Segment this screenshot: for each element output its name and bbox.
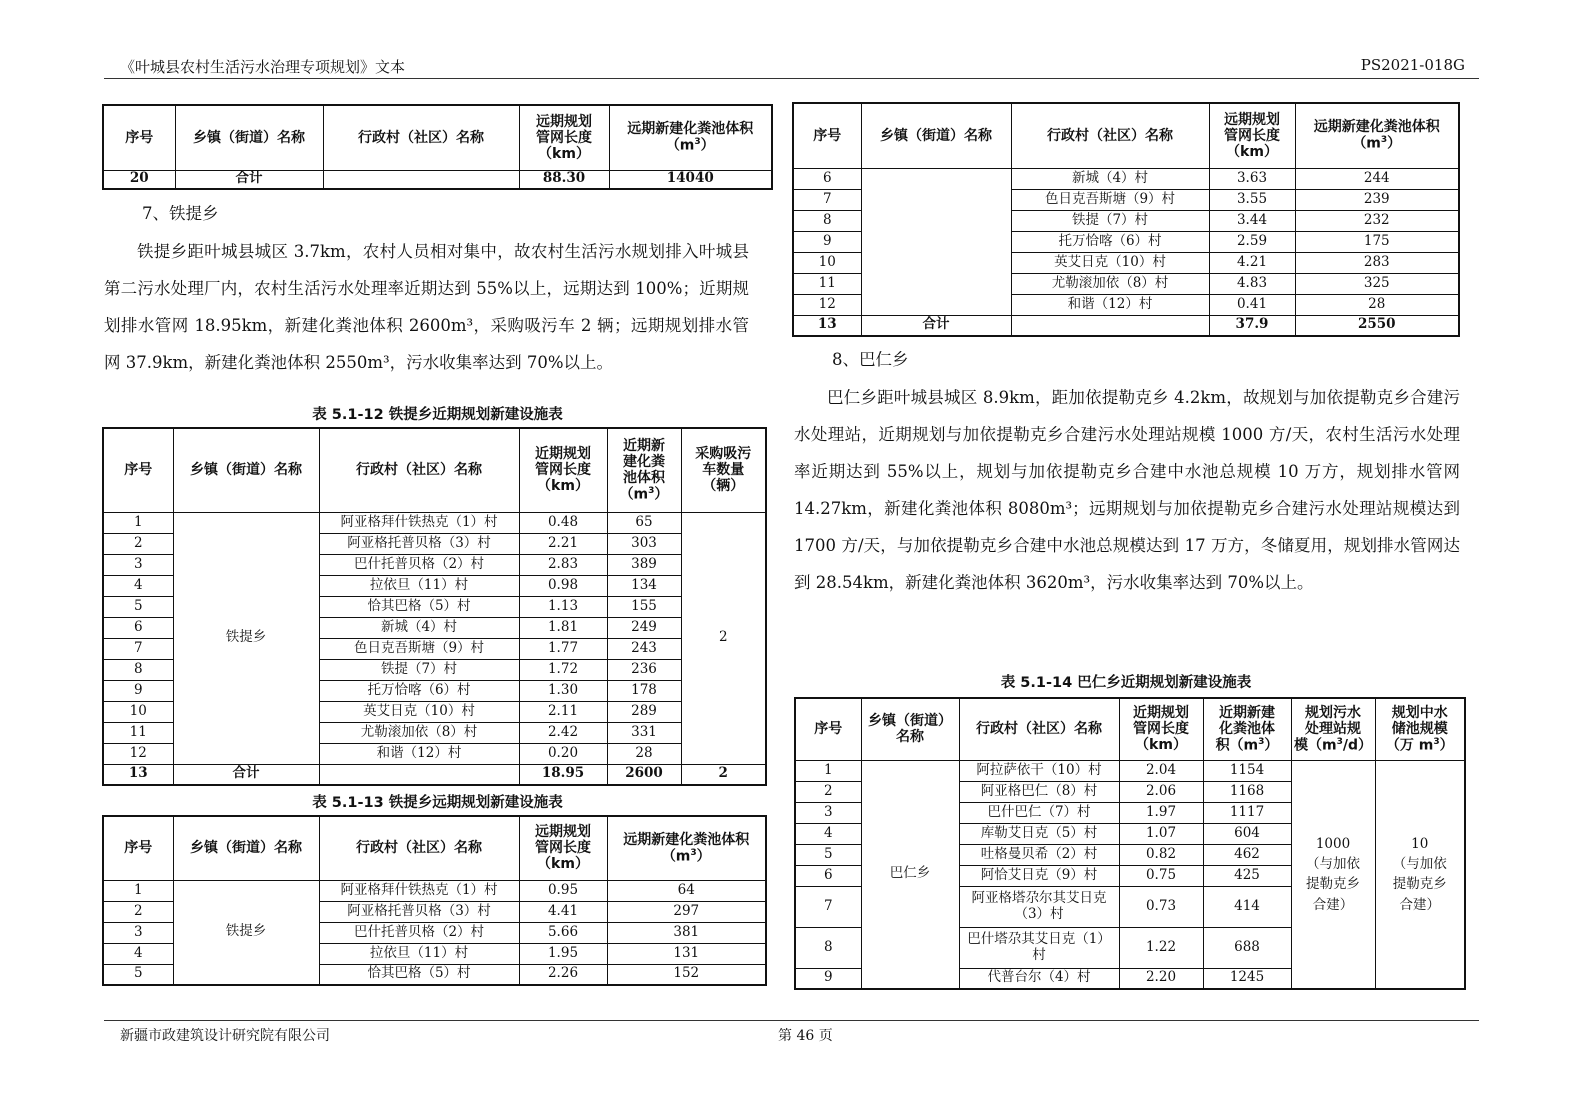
cell-length: 3.55 — [1209, 189, 1295, 210]
cell-length: 1.30 — [519, 680, 607, 701]
cell-length: 1.07 — [1119, 823, 1203, 844]
col-header: 序号 — [795, 698, 861, 760]
cell-length: 3.63 — [1209, 168, 1295, 189]
cell-village: 巴什托普贝格（2）村 — [319, 554, 519, 575]
cell-no: 5 — [103, 964, 173, 985]
cell-length: 1.22 — [1119, 927, 1203, 968]
col-header: 序号 — [103, 428, 173, 512]
col-header: 近期新建 化粪池体 积$(m^3)$ — [1203, 698, 1291, 760]
total-cell: 13 — [793, 315, 861, 336]
cell-village: 恰其巴格（5）村 — [319, 964, 519, 985]
cell-no: 9 — [795, 968, 861, 989]
cell-village: 阿亚格托普贝格（3）村 — [319, 533, 519, 554]
trucks-cell: 2 — [681, 512, 766, 764]
total-cell: 2 — [681, 764, 766, 785]
col-header: 乡镇（街道）名称 — [175, 105, 323, 170]
cell-volume: 232 — [1295, 210, 1459, 231]
cell-village: 阿亚格塔尕尔其艾日克（3）村 — [959, 886, 1119, 927]
cell-village: 英艾日克（10）村 — [319, 701, 519, 722]
cell-volume: 414 — [1203, 886, 1291, 927]
total-cell: 合计 — [175, 170, 323, 189]
cell-village: 英艾日克（10）村 — [1011, 252, 1209, 273]
cell-village: 阿拉萨依干（10）村 — [959, 760, 1119, 781]
town-cell: 铁提乡 — [173, 880, 319, 985]
header-code: PS2021-018G — [1360, 56, 1465, 74]
col-header: 序号 — [103, 816, 173, 880]
cell-no: 12 — [103, 743, 173, 764]
cell-length: 0.95 — [519, 880, 607, 901]
footer-company: 新疆市政建筑设计研究院有限公司 — [120, 1028, 330, 1044]
header-rule — [104, 78, 1479, 79]
cell-length: 3.44 — [1209, 210, 1295, 231]
total-cell — [319, 764, 519, 785]
cell-no: 11 — [103, 722, 173, 743]
cell-village: 铁提（7）村 — [1011, 210, 1209, 231]
cell-volume: 1245 — [1203, 968, 1291, 989]
cell-no: 9 — [793, 231, 861, 252]
cell-village: 巴什托普贝格（2）村 — [319, 922, 519, 943]
cell-no: 5 — [103, 596, 173, 617]
station-scale-cell: 1000 （与加依 提勒克乡 合建） — [1291, 760, 1375, 989]
cell-no: 8 — [795, 927, 861, 968]
col-header: 近期新 建化粪 池体积 $(m^3)$ — [607, 428, 681, 512]
section-7-heading: 7、铁提乡 — [142, 204, 219, 223]
total-cell: 2600 — [607, 764, 681, 785]
col-header: 乡镇（街道）名称 — [173, 428, 319, 512]
section-8-heading: 8、巴仁乡 — [832, 350, 909, 369]
town-cell — [861, 168, 1011, 315]
cell-no: 10 — [793, 252, 861, 273]
cell-length: 4.41 — [519, 901, 607, 922]
cell-no: 2 — [103, 901, 173, 922]
cell-volume: 28 — [1295, 294, 1459, 315]
total-cell: 37.9 — [1209, 315, 1295, 336]
cell-volume: 178 — [607, 680, 681, 701]
cell-no: 4 — [103, 943, 173, 964]
cell-village: 拉依旦（11）村 — [319, 943, 519, 964]
table-13-caption: 表 5.1-13 铁提乡远期规划新建设施表 — [312, 795, 563, 811]
cell-no: 10 — [103, 701, 173, 722]
cell-village: 色日克吾斯塘（9）村 — [1011, 189, 1209, 210]
cell-length: 1.97 — [1119, 802, 1203, 823]
cell-village: 恰其巴格（5）村 — [319, 596, 519, 617]
cell-village: 库勒艾日克（5）村 — [959, 823, 1119, 844]
col-header: 行政村（社区）名称 — [319, 816, 519, 880]
section-8-paragraph: 巴仁乡距叶城县城区 8.9km，距加依提勒克乡 4.2km，故规划与加依提勒克乡合建污水处理站，近期规划与加依提勒克乡合建污水处理站规模 1000 方/天，农村生活污水处理率近期达到 55%以上，规划与加依提勒克乡合建中水池总规模 10 万方，规划排水管网 14.27km，新建化粪池体积 8080m³；远期规划与加依提勒克乡合建污水处理站规模达到 1700 方/天，与加依提勒克乡合建中水池总规模达到 17 万方，冬储夏用，规划排水管网达到 28.54km，新建化粪池体积 3620m³，污水收集率达到 70%以上。 — [794, 388, 1460, 592]
col-header: 规划中水 储池规模 （万 $m^3$） — [1375, 698, 1465, 760]
cell-volume: 28 — [607, 743, 681, 764]
col-header: 规划污水 处理站规 模$(m^3/d)$ — [1291, 698, 1375, 760]
cell-village: 新城（4）村 — [319, 617, 519, 638]
town-cell: 巴仁乡 — [861, 760, 959, 989]
cell-volume: 688 — [1203, 927, 1291, 968]
cell-volume: 244 — [1295, 168, 1459, 189]
cell-no: 1 — [103, 512, 173, 533]
col-header: 远期新建化粪池体积 $(m^3)$ — [1295, 103, 1459, 168]
cell-volume: 1168 — [1203, 781, 1291, 802]
cell-volume: 175 — [1295, 231, 1459, 252]
table-14-caption: 表 5.1-14 巴仁乡近期规划新建设施表 — [1000, 675, 1252, 691]
total-cell — [323, 170, 519, 189]
cell-volume: 303 — [607, 533, 681, 554]
cell-volume: 289 — [607, 701, 681, 722]
cell-length: 1.13 — [519, 596, 607, 617]
cell-no: 8 — [793, 210, 861, 231]
cell-village: 阿亚格托普贝格（3）村 — [319, 901, 519, 922]
col-header: 乡镇（街道）名称 — [861, 103, 1011, 168]
cell-volume: 325 — [1295, 273, 1459, 294]
cell-volume: 1117 — [1203, 802, 1291, 823]
total-cell: 20 — [103, 170, 175, 189]
cell-length: 2.11 — [519, 701, 607, 722]
cell-village: 和谐（12）村 — [1011, 294, 1209, 315]
pool-scale-cell: 10 （与加依 提勒克乡 合建） — [1375, 760, 1465, 989]
cell-volume: 1154 — [1203, 760, 1291, 781]
cell-length: 2.21 — [519, 533, 607, 554]
cell-volume: 462 — [1203, 844, 1291, 865]
cell-no: 3 — [103, 922, 173, 943]
table-5-1-13 — [102, 815, 767, 986]
col-header: 近期规划 管网长度 （km） — [519, 428, 607, 512]
cell-no: 6 — [795, 865, 861, 886]
cell-length: 2.06 — [1119, 781, 1203, 802]
total-cell: 合计 — [173, 764, 319, 785]
cell-volume: 65 — [607, 512, 681, 533]
col-header: 近期规划 管网长度 （km） — [1119, 698, 1203, 760]
cell-volume: 152 — [607, 964, 766, 985]
cell-no: 8 — [103, 659, 173, 680]
cell-village: 尤勒滚加依（8）村 — [1011, 273, 1209, 294]
cell-no: 7 — [793, 189, 861, 210]
cell-volume: 134 — [607, 575, 681, 596]
cell-length: 2.42 — [519, 722, 607, 743]
cell-no: 6 — [103, 617, 173, 638]
cell-no: 11 — [793, 273, 861, 294]
cell-volume: 236 — [607, 659, 681, 680]
cell-village: 阿亚格拜什铁热克（1）村 — [319, 512, 519, 533]
cell-no: 1 — [795, 760, 861, 781]
cell-village: 巴什巴仁（7）村 — [959, 802, 1119, 823]
cell-length: 2.59 — [1209, 231, 1295, 252]
cell-length: 1.95 — [519, 943, 607, 964]
footer-page-number: 第 46 页 — [778, 1028, 833, 1044]
cell-volume: 389 — [607, 554, 681, 575]
cell-no: 1 — [103, 880, 173, 901]
col-header: 乡镇（街道） 名称 — [861, 698, 959, 760]
cell-volume: 283 — [1295, 252, 1459, 273]
cell-length: 2.26 — [519, 964, 607, 985]
cell-volume: 243 — [607, 638, 681, 659]
cell-length: 0.98 — [519, 575, 607, 596]
cell-length: 0.82 — [1119, 844, 1203, 865]
cell-no: 3 — [795, 802, 861, 823]
col-header: 行政村（社区）名称 — [1011, 103, 1209, 168]
table-5-1-12 — [102, 427, 767, 786]
cell-village: 铁提（7）村 — [319, 659, 519, 680]
cell-no: 2 — [103, 533, 173, 554]
cell-village: 色日克吾斯塘（9）村 — [319, 638, 519, 659]
cell-no: 3 — [103, 554, 173, 575]
cell-village: 阿亚格巴仁（8）村 — [959, 781, 1119, 802]
total-cell: 13 — [103, 764, 173, 785]
cell-no: 12 — [793, 294, 861, 315]
cell-no: 5 — [795, 844, 861, 865]
cell-village: 尤勒滚加依（8）村 — [319, 722, 519, 743]
cell-village: 阿亚格拜什铁热克（1）村 — [319, 880, 519, 901]
cell-length: 4.21 — [1209, 252, 1295, 273]
cell-no: 9 — [103, 680, 173, 701]
total-cell: 14040 — [609, 170, 772, 189]
cell-length: 0.48 — [519, 512, 607, 533]
cell-length: 4.83 — [1209, 273, 1295, 294]
col-header: 行政村（社区）名称 — [959, 698, 1119, 760]
cell-no: 2 — [795, 781, 861, 802]
cell-volume: 331 — [607, 722, 681, 743]
cell-length: 0.41 — [1209, 294, 1295, 315]
section-7-paragraph: 铁提乡距叶城县城区 3.7km，农村人员相对集中，故农村生活污水规划排入叶城县第二污水处理厂内，农村生活污水处理率近期达到 55%以上，远期达到 100%；近期规划排水管网 18.95km，新建化粪池体积 2600m³，采购吸污车 2 辆；远期规划排水管网 37.9km，新建化粪池体积 2550m³，污水收集率达到 70%以上。 — [104, 242, 749, 372]
cell-length: 5.66 — [519, 922, 607, 943]
col-header: 行政村（社区）名称 — [319, 428, 519, 512]
cell-volume: 297 — [607, 901, 766, 922]
cell-length: 1.81 — [519, 617, 607, 638]
town-cell: 铁提乡 — [173, 512, 319, 764]
cell-volume: 64 — [607, 880, 766, 901]
cell-no: 4 — [795, 823, 861, 844]
cell-length: 2.04 — [1119, 760, 1203, 781]
cell-village: 托万恰喀（6）村 — [1011, 231, 1209, 252]
cell-village: 巴什塔尕其艾日克（1）村 — [959, 927, 1119, 968]
header-title: 《叶城县农村生活污水治理专项规划》文本 — [120, 58, 406, 76]
col-header: 序号 — [103, 105, 175, 170]
total-cell: 合计 — [861, 315, 1011, 336]
cell-volume: 604 — [1203, 823, 1291, 844]
cell-village: 吐格曼贝希（2）村 — [959, 844, 1119, 865]
cell-volume: 425 — [1203, 865, 1291, 886]
total-cell: 2550 — [1295, 315, 1459, 336]
total-cell: 88.30 — [519, 170, 609, 189]
cell-no: 7 — [795, 886, 861, 927]
cell-no: 4 — [103, 575, 173, 596]
cell-volume: 249 — [607, 617, 681, 638]
total-cell — [1011, 315, 1209, 336]
table-5-1-13-continued — [792, 102, 1460, 337]
cell-no: 7 — [103, 638, 173, 659]
col-header: 远期规划 管网长度 （km） — [1209, 103, 1295, 168]
table-12-caption: 表 5.1-12 铁提乡近期规划新建设施表 — [312, 407, 563, 423]
cell-length: 0.73 — [1119, 886, 1203, 927]
table-5-1-14 — [794, 697, 1466, 990]
cell-volume: 131 — [607, 943, 766, 964]
col-header: 远期新建化粪池体积 $(m^3)$ — [607, 816, 766, 880]
cell-village: 托万恰喀（6）村 — [319, 680, 519, 701]
col-header: 乡镇（街道）名称 — [173, 816, 319, 880]
cell-volume: 381 — [607, 922, 766, 943]
cell-no: 6 — [793, 168, 861, 189]
col-header: 行政村（社区）名称 — [323, 105, 519, 170]
cell-length: 0.20 — [519, 743, 607, 764]
cell-village: 拉依旦（11）村 — [319, 575, 519, 596]
col-header: 远期规划 管网长度 （km） — [519, 816, 607, 880]
total-cell: 18.95 — [519, 764, 607, 785]
cell-length: 2.83 — [519, 554, 607, 575]
cell-length: 1.72 — [519, 659, 607, 680]
col-header: 远期规划 管网长度 （km） — [519, 105, 609, 170]
table-a-continuation — [102, 104, 773, 190]
cell-village: 和谐（12）村 — [319, 743, 519, 764]
cell-length: 0.75 — [1119, 865, 1203, 886]
cell-village: 阿恰艾日克（9）村 — [959, 865, 1119, 886]
cell-village: 新城（4）村 — [1011, 168, 1209, 189]
col-header: 采购吸污 车数量 （辆） — [681, 428, 766, 512]
cell-volume: 239 — [1295, 189, 1459, 210]
col-header: 远期新建化粪池体积 $(m^3)$ — [609, 105, 772, 170]
col-header: 序号 — [793, 103, 861, 168]
cell-length: 2.20 — [1119, 968, 1203, 989]
footer-rule — [104, 1020, 1479, 1021]
cell-volume: 155 — [607, 596, 681, 617]
cell-village: 代普台尔（4）村 — [959, 968, 1119, 989]
cell-length: 1.77 — [519, 638, 607, 659]
